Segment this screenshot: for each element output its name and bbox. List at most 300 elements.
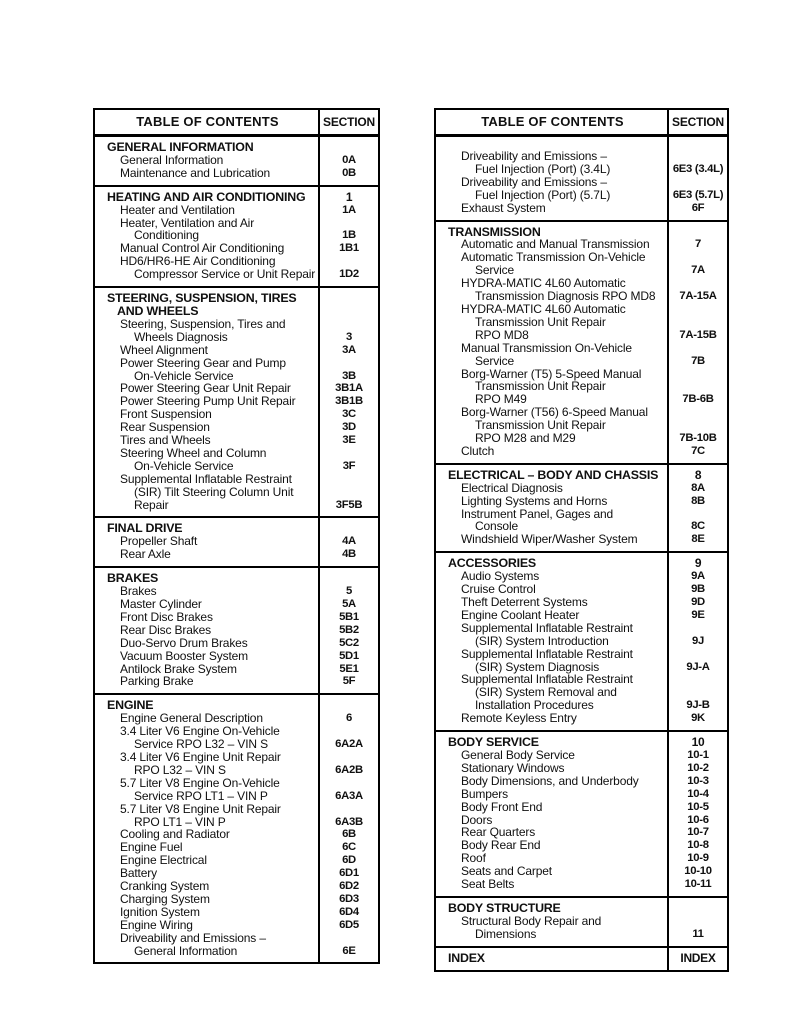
entry-section-code: 9D xyxy=(691,596,705,608)
entry-title-line: Roof xyxy=(461,851,486,866)
toc-group xyxy=(95,286,378,516)
entry-title-line: Wheels Diagnosis xyxy=(134,329,228,344)
entry-title-line: HEATING AND AIR CONDITIONING xyxy=(107,189,306,204)
toc-group xyxy=(436,137,727,220)
column-divider-line xyxy=(667,110,669,970)
entry-title-line: (SIR) Tilt Steering Column Unit xyxy=(134,484,294,499)
toc-entry xyxy=(436,303,727,342)
entry-title-line: Instrument Panel, Gages and xyxy=(461,506,614,521)
toc-group-header xyxy=(95,191,378,204)
entry-title-line: Service RPO LT1 – VIN P xyxy=(134,788,268,803)
section-column-label: SECTION xyxy=(672,114,724,129)
entry-title-line: Transmission Diagnosis RPO MD8 xyxy=(475,289,656,304)
toc-entry xyxy=(436,342,727,368)
toc-entry xyxy=(436,277,727,303)
entry-title-line: On-Vehicle Service xyxy=(134,368,234,383)
entry-title-line: HYDRA-MATIC 4L60 Automatic xyxy=(461,301,626,316)
entry-section-code: 10-3 xyxy=(687,774,709,787)
toc-group xyxy=(436,551,727,730)
toc-group xyxy=(95,693,378,962)
entry-title xyxy=(95,548,320,561)
entry-title xyxy=(436,303,669,342)
entry-section-code: 6E3 (3.4L) xyxy=(672,162,724,175)
entry-title-line: Ignition System xyxy=(120,904,200,919)
section-column-label: SECTION xyxy=(323,114,375,129)
entry-section-code: 10 xyxy=(691,735,705,750)
entry-title xyxy=(436,342,669,368)
entry-title-line: Charging System xyxy=(120,891,210,906)
entry-title xyxy=(95,255,320,281)
entry-title xyxy=(436,902,669,915)
entry-section-code: 6E xyxy=(342,944,356,957)
entry-title xyxy=(95,217,320,243)
entry-title xyxy=(436,775,669,788)
entry-section-code: 10-10 xyxy=(684,865,712,878)
toc-entry xyxy=(95,906,378,919)
entry-section-code: 6D3 xyxy=(339,892,359,905)
toc-entry xyxy=(95,447,378,473)
toc-entry xyxy=(95,167,378,180)
entry-section-code: 5 xyxy=(346,585,352,598)
entry-title xyxy=(436,202,669,215)
entry-section-code: 4A xyxy=(342,535,356,548)
entry-title-line: Remote Keyless Entry xyxy=(461,711,577,726)
entry-title xyxy=(95,932,320,958)
entry-title-line: Supplemental Inflatable Restraint xyxy=(461,646,633,661)
toc-entry xyxy=(436,368,727,407)
toc-entry xyxy=(95,598,378,611)
entry-section-code: 9J-A xyxy=(686,660,710,673)
entry-title xyxy=(436,952,669,965)
toc-entry xyxy=(95,357,378,383)
toc-entry xyxy=(436,775,727,788)
entry-section-code: 6A3A xyxy=(335,789,363,802)
entry-title xyxy=(436,788,669,801)
entry-title xyxy=(95,803,320,829)
entry-section-code: 9A xyxy=(691,570,705,583)
entry-title-line: ELECTRICAL – BODY AND CHASSIS xyxy=(448,467,659,482)
entry-title-line: (SIR) System Diagnosis xyxy=(475,659,600,674)
entry-title xyxy=(95,141,320,154)
entry-section-code: 10-8 xyxy=(687,839,709,852)
entry-title-line: Seat Belts xyxy=(461,877,515,892)
entry-title-line: Installation Procedures xyxy=(475,698,594,713)
entry-title-line: RPO L32 – VIN S xyxy=(134,762,226,777)
entry-title-line: Fuel Injection (Port) (5.7L) xyxy=(475,187,611,202)
entry-title-line: Engine Coolant Heater xyxy=(461,607,580,622)
entry-title-line: General Body Service xyxy=(461,747,575,762)
entry-title xyxy=(436,150,669,176)
entry-title-line: Engine General Description xyxy=(120,711,263,726)
entry-title-line: 3.4 Liter V6 Engine Unit Repair xyxy=(120,749,281,764)
toc-group xyxy=(436,896,727,946)
entry-title-line: Steering, Suspension, Tires and xyxy=(120,316,286,331)
entry-title-line: Electrical Diagnosis xyxy=(461,480,563,495)
entry-title-line: Cruise Control xyxy=(461,582,536,597)
entry-section-code: 6D2 xyxy=(339,880,359,893)
toc-entry xyxy=(436,495,727,508)
entry-title-line: Manual Control Air Conditioning xyxy=(120,241,285,256)
entry-title xyxy=(95,777,320,803)
entry-title xyxy=(95,598,320,611)
column-divider-line xyxy=(318,110,320,962)
entry-title-line: Cooling and Radiator xyxy=(120,827,230,842)
toc-entry xyxy=(436,648,727,674)
entry-section-code: 5F xyxy=(342,675,356,688)
entry-title-line: RPO M28 and M29 xyxy=(475,431,576,446)
entry-title-line: On-Vehicle Service xyxy=(134,458,234,473)
toc-entry xyxy=(95,217,378,243)
entry-title-line: RPO MD8 xyxy=(475,327,529,342)
entry-section-code: 7B xyxy=(691,354,705,367)
toc-entry xyxy=(436,406,727,445)
toc-group-header xyxy=(95,292,378,318)
entry-title-line: STEERING, SUSPENSION, TIRES xyxy=(107,291,297,306)
entry-title-line: Borg-Warner (T56) 6-Speed Manual xyxy=(461,405,648,420)
entry-section-code: 1A xyxy=(342,203,356,216)
entry-title-line: Brakes xyxy=(120,584,157,599)
toc-group xyxy=(436,946,727,970)
entry-title xyxy=(436,533,669,546)
toc-entry xyxy=(436,445,727,458)
entry-title-line: 3.4 Liter V6 Engine On-Vehicle xyxy=(120,724,280,739)
entry-section-code: 6A2A xyxy=(335,738,363,751)
entry-title-line: ACCESSORIES xyxy=(448,556,536,571)
entry-title-line: Engine Wiring xyxy=(120,917,193,932)
entry-section-code: 10-9 xyxy=(687,852,709,865)
entry-section-code: 3E xyxy=(342,434,356,447)
entry-title-line: BRAKES xyxy=(107,571,159,586)
entry-title-line: Service xyxy=(475,263,514,278)
entry-title xyxy=(95,318,320,344)
entry-section-code: 6D1 xyxy=(339,867,359,880)
entry-title-line: Power Steering Gear Unit Repair xyxy=(120,381,291,396)
entry-title-line: Repair xyxy=(134,497,169,512)
toc-entry xyxy=(95,154,378,167)
entry-title xyxy=(436,176,669,202)
entry-title-line: Rear Axle xyxy=(120,547,171,562)
entry-title-line: Supplemental Inflatable Restraint xyxy=(120,471,292,486)
toc-entry xyxy=(95,624,378,637)
entry-section-code: 5A xyxy=(342,598,356,610)
toc-group-header xyxy=(95,141,378,154)
entry-section-code: 9J-B xyxy=(686,699,710,712)
toc-entry xyxy=(95,344,378,357)
entry-section-code: 3B xyxy=(342,369,356,382)
entry-section-code: 3B1A xyxy=(335,382,363,395)
entry-title-line: HD6/HR6-HE Air Conditioning xyxy=(120,254,276,269)
entry-section-code: 1B1 xyxy=(339,242,359,255)
entry-title xyxy=(95,650,320,663)
entry-title-line: BODY STRUCTURE xyxy=(448,900,561,915)
entry-title xyxy=(436,508,669,534)
entry-title xyxy=(95,344,320,357)
toc-entry xyxy=(436,788,727,801)
entry-title-line: RPO LT1 – VIN P xyxy=(134,814,226,829)
entry-title-line: Engine Electrical xyxy=(120,853,207,868)
toc-entry xyxy=(436,150,727,176)
entry-title-line: Body Rear End xyxy=(461,838,541,853)
entry-section-code: 7B-6B xyxy=(682,393,714,406)
entry-title-line: Power Steering Gear and Pump xyxy=(120,355,286,370)
toc-entry xyxy=(436,596,727,609)
entry-section-code: 9 xyxy=(694,556,702,571)
entry-title-line: Rear Suspension xyxy=(120,420,210,435)
entry-section-code: INDEX xyxy=(680,950,716,965)
toc-entry xyxy=(436,609,727,622)
entry-title-line: Master Cylinder xyxy=(120,597,202,611)
entry-title xyxy=(436,596,669,609)
entry-title-line: Fuel Injection (Port) (3.4L) xyxy=(475,161,611,176)
toc-entry xyxy=(95,434,378,447)
entry-title xyxy=(436,915,669,941)
toc-entry xyxy=(95,204,378,217)
entry-title xyxy=(95,880,320,893)
entry-section-code: 5B2 xyxy=(339,623,359,636)
entry-title-line: Tires and Wheels xyxy=(120,433,211,448)
toc-group xyxy=(95,137,378,185)
toc-group xyxy=(95,185,378,286)
entry-section-code: 8B xyxy=(691,494,705,507)
entry-title-line: Clutch xyxy=(461,443,495,458)
toc-entry xyxy=(436,251,727,277)
entry-section-code: 10-7 xyxy=(687,826,709,839)
entry-title xyxy=(95,611,320,624)
entry-title-line: Engine Fuel xyxy=(120,840,183,855)
entry-title-line: Manual Transmission On-Vehicle xyxy=(461,340,632,355)
toc-entry xyxy=(436,533,727,546)
table-of-contents-label: TABLE OF CONTENTS xyxy=(481,114,624,129)
entry-title xyxy=(436,749,669,762)
entry-section-code: 3F xyxy=(342,459,356,472)
entry-title-line: Vacuum Booster System xyxy=(120,648,249,663)
entry-section-code: 10-4 xyxy=(687,787,709,800)
toc-entry xyxy=(95,803,378,829)
entry-title xyxy=(436,368,669,407)
toc-body-left xyxy=(95,137,378,962)
toc-entry xyxy=(95,637,378,650)
toc-entry xyxy=(95,255,378,281)
entry-title xyxy=(436,482,669,495)
entry-title xyxy=(95,473,320,512)
entry-section-code: 3A xyxy=(342,343,356,356)
entry-title-line: 5.7 Liter V8 Engine Unit Repair xyxy=(120,801,281,816)
toc-entry xyxy=(95,611,378,624)
toc-entry xyxy=(95,751,378,777)
entry-title-line: Lighting Systems and Horns xyxy=(461,493,608,508)
entry-title-line: Duo-Servo Drum Brakes xyxy=(120,635,248,650)
toc-entry xyxy=(436,482,727,495)
entry-section-code: 0B xyxy=(342,166,356,179)
entry-section-code: 5B1 xyxy=(339,610,359,623)
entry-title xyxy=(436,469,669,482)
entry-title-line: Windshield Wiper/Washer System xyxy=(461,532,638,547)
entry-title-line: Dimensions xyxy=(475,926,537,941)
entry-title xyxy=(95,204,320,217)
entry-title-line: Service RPO L32 – VIN S xyxy=(134,737,268,752)
entry-title-line: FINAL DRIVE xyxy=(107,521,183,536)
entry-section-code: 4B xyxy=(342,548,356,561)
entry-section-code: 10-11 xyxy=(684,878,712,891)
entry-title-line: ENGINE xyxy=(107,698,154,713)
entry-title-line: RPO M49 xyxy=(475,392,527,407)
entry-title-line: Service xyxy=(475,353,514,368)
entry-title xyxy=(95,919,320,932)
entry-section-code: 3C xyxy=(342,408,356,421)
toc-entry xyxy=(436,801,727,814)
entry-title-line: General Information xyxy=(134,943,238,958)
entry-title-line: Supplemental Inflatable Restraint xyxy=(461,620,633,635)
entry-section-code: 10-2 xyxy=(687,761,709,774)
entry-title xyxy=(436,406,669,445)
toc-header-left xyxy=(95,110,378,137)
entry-title-line: 5.7 Liter V8 Engine On-Vehicle xyxy=(120,775,280,790)
toc-group-header xyxy=(436,469,727,482)
entry-section-code: 9E xyxy=(691,608,705,621)
entry-section-code: 3D xyxy=(342,421,356,434)
entry-title xyxy=(95,167,320,180)
entry-title-line: Seats and Carpet xyxy=(461,864,552,879)
entry-title-line: Conditioning xyxy=(134,228,199,243)
entry-title xyxy=(95,447,320,473)
toc-entry xyxy=(436,176,727,202)
toc-group xyxy=(436,463,727,551)
entry-title-line: AND WHEELS xyxy=(117,303,199,318)
entry-title-line: Audio Systems xyxy=(461,569,540,584)
entry-title xyxy=(436,673,669,712)
entry-title-line: Stationary Windows xyxy=(461,760,565,775)
entry-section-code: 1D2 xyxy=(339,268,359,281)
entry-section-code: 6 xyxy=(346,712,352,725)
entry-section-code: 7A-15A xyxy=(679,290,717,303)
entry-title xyxy=(95,893,320,906)
entry-title-line: Doors xyxy=(461,812,493,827)
toc-entry xyxy=(95,932,378,958)
entry-title xyxy=(436,609,669,622)
entry-section-code: 9B xyxy=(691,583,705,596)
entry-title xyxy=(436,445,669,458)
entry-title-line: Compressor Service or Unit Repair xyxy=(134,267,316,282)
entry-title-line: Body Front End xyxy=(461,799,543,814)
entry-section-code: 8E xyxy=(691,533,705,546)
toc-entry xyxy=(95,548,378,561)
entry-title-line: Transmission Unit Repair xyxy=(475,314,606,329)
entry-title-line: (SIR) System Introduction xyxy=(475,633,609,648)
toc-entry xyxy=(436,749,727,762)
entry-section-code: 10-6 xyxy=(687,813,709,826)
entry-section-code: 6E3 (5.7L) xyxy=(672,188,724,201)
entry-title xyxy=(436,495,669,508)
entry-title xyxy=(436,801,669,814)
entry-section-code: 6A3B xyxy=(335,815,363,828)
toc-entry xyxy=(436,508,727,534)
entry-title xyxy=(95,154,320,167)
toc-entry xyxy=(95,675,378,688)
toc-entry xyxy=(436,202,727,215)
entry-title-line: Exhaust System xyxy=(461,200,546,215)
entry-section-code: 1 xyxy=(345,189,353,204)
entry-title xyxy=(95,725,320,751)
entry-section-code: 6A2B xyxy=(335,763,363,776)
entry-title-line: Heater and Ventilation xyxy=(120,202,235,217)
entry-title-line: Battery xyxy=(120,866,157,881)
entry-title-line: Heater, Ventilation and Air xyxy=(120,215,255,230)
toc-entry xyxy=(436,878,727,891)
toc-table-right xyxy=(434,108,729,972)
entry-title xyxy=(436,277,669,303)
entry-title xyxy=(95,906,320,919)
toc-group xyxy=(95,516,378,566)
entry-title-line: Cranking System xyxy=(120,879,210,894)
entry-title-line: Automatic and Manual Transmission xyxy=(461,237,650,252)
entry-title-line: INDEX xyxy=(448,950,485,965)
entry-title-line: Supplemental Inflatable Restraint xyxy=(461,672,633,687)
entry-title xyxy=(95,357,320,383)
entry-section-code: 3 xyxy=(346,330,352,343)
toc-entry xyxy=(95,725,378,751)
entry-title xyxy=(95,434,320,447)
entry-title-line: HYDRA-MATIC 4L60 Automatic xyxy=(461,276,626,291)
entry-title-line: General Information xyxy=(120,152,224,167)
toc-entry xyxy=(436,915,727,941)
entry-title-line: Driveability and Emissions – xyxy=(120,930,266,945)
entry-title xyxy=(95,292,320,318)
toc-table-left xyxy=(93,108,380,964)
entry-section-code: 5E1 xyxy=(339,662,359,675)
entry-section-code: 6F xyxy=(691,201,705,214)
entry-section-code: 10-1 xyxy=(687,748,709,761)
toc-entry xyxy=(95,650,378,663)
entry-title-line: Transmission Unit Repair xyxy=(475,379,606,394)
entry-title-line: Automatic Transmission On-Vehicle xyxy=(461,250,646,265)
entry-title-line: Antilock Brake System xyxy=(120,661,237,676)
entry-title-line: BODY SERVICE xyxy=(448,735,539,750)
entry-title-line: Rear Quarters xyxy=(461,825,536,840)
toc-group-header xyxy=(436,902,727,915)
entry-title xyxy=(436,712,669,725)
entry-section-code: 6D4 xyxy=(339,905,359,918)
entry-title-line: Driveability and Emissions – xyxy=(461,174,607,189)
entry-section-code: 7A-15B xyxy=(679,328,717,341)
entry-section-code: 8C xyxy=(691,520,705,533)
entry-section-code: 7C xyxy=(691,444,705,457)
entry-title-line: Maintenance and Lubrication xyxy=(120,165,271,180)
entry-section-code: 6D xyxy=(342,854,356,867)
entry-section-code: 7 xyxy=(695,238,701,251)
entry-title xyxy=(95,191,320,204)
toc-entry xyxy=(436,762,727,775)
entry-title xyxy=(436,648,669,674)
entry-section-code: 11 xyxy=(692,927,704,940)
entry-title xyxy=(95,675,320,688)
entry-title xyxy=(436,251,669,277)
entry-title-line: Driveability and Emissions – xyxy=(461,149,607,163)
entry-section-code: 5C2 xyxy=(339,636,359,649)
entry-title xyxy=(95,751,320,777)
entry-title-line: Steering Wheel and Column xyxy=(120,445,267,460)
entry-title-line: Bumpers xyxy=(461,786,508,801)
entry-section-code: 10-5 xyxy=(687,800,709,813)
entry-section-code: 8 xyxy=(694,467,702,482)
toc-entry xyxy=(95,919,378,932)
toc-entry xyxy=(436,622,727,648)
entry-title-line: Transmission Unit Repair xyxy=(475,418,606,433)
toc-entry xyxy=(95,473,378,512)
entry-section-code: 9J xyxy=(692,634,704,647)
toc-entry xyxy=(95,893,378,906)
entry-title xyxy=(436,762,669,775)
toc-entry xyxy=(95,880,378,893)
